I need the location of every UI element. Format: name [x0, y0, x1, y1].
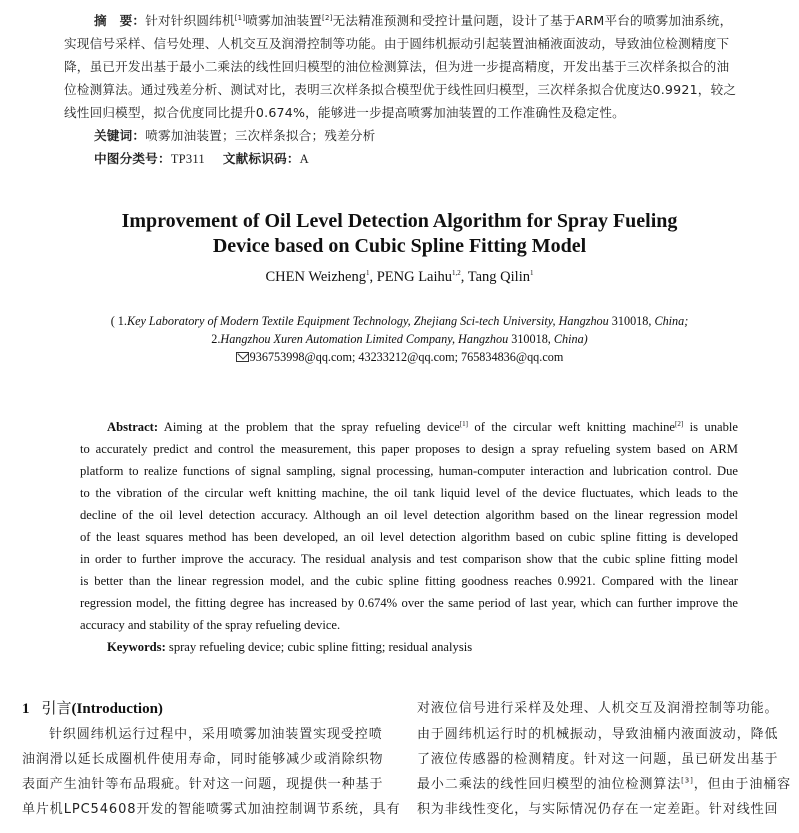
cn-abstract-line-5: 线性回归模型，拟合优度同比提升0.674%，能够进一步提高喷雾加油装置的工作准确性及稳定性。	[64, 105, 625, 120]
cn-classification: 中图分类号：TP311 文献标识码：A	[94, 151, 309, 166]
email-list[interactable]: 936753998@qq.com; 43233212@qq.com; 765834836@qq.com	[249, 350, 564, 364]
clc-value: TP311	[170, 152, 205, 166]
en-keywords-label: Keywords:	[107, 640, 166, 654]
section-heading-introduction: 1 引言(Introduction)	[22, 699, 163, 717]
cn-keywords-label: 关键词：	[94, 128, 146, 143]
en-keywords: Keywords: spray refueling device; cubic spline fitting; residual analysis	[107, 640, 473, 654]
en-abstract-line: regression model, the fitting degree has increased by 0.674% over the same period of last year, which can further improve the	[80, 596, 738, 610]
citation-ref[interactable]: [2]	[675, 419, 684, 428]
cn-abstract-line-4: 位检测算法。通过残差分析、测试对比，表明三次样条拟合模型优于线性回归模型，三次样条拟合优度达0.9921，较之	[64, 82, 737, 97]
intro-left-line: 针织圆纬机运行过程中，采用喷雾加油装置实现受控喷	[49, 727, 383, 742]
paper-title-line-1: Improvement of Oil Level Detection Algorithm for Spray Fueling	[121, 210, 678, 232]
en-abstract-line: to the vibration of the circular weft knitting machine, the oil tank liquid level of the device fluctuates, which leads to the	[80, 486, 738, 500]
intro-left-line: 表面产生油针等布品瑕疵。针对这一问题，现提供一种基于	[22, 777, 384, 792]
en-abstract-line: decline of the oil level detection accuracy. Although an oil level detection algorithm based on the linear regression model	[80, 508, 738, 522]
intro-left-line: 油润滑以延长成圈机件使用寿命，同时能够减少或消除织物	[22, 752, 384, 767]
citation-ref[interactable]: [1]	[234, 13, 246, 22]
cn-abstract-line-2: 实现信号采样、信号处理、人机交互及润滑控制等功能。由于圆纬机振动引起装置油桶液面波动，导致油位检测精度下	[64, 36, 730, 51]
intro-right-line: 了液位传感器的检测精度。针对这一问题，虽已研发出基于	[417, 752, 779, 767]
cn-abstract-line-1: 摘 要：针对针织圆纬机[1]喷雾加油装置[2]无法精准预测和受控计量问题，设计了基于ARM平台的喷雾加油系统，	[94, 13, 733, 28]
en-abstract-line-1: Abstract: Aiming at the problem that the spray refueling device[1] of the circular weft knitting machine[2] is unable	[107, 419, 738, 434]
citation-ref[interactable]: [3]	[681, 776, 694, 785]
author-emails	[0, 350, 799, 365]
intro-left-line: 单片机LPC54608开发的智能喷雾式加油控制调节系统，具有	[22, 802, 401, 817]
en-abstract-line: accuracy and stability of the spray refueling device.	[80, 618, 341, 632]
doc-code-value: A	[299, 152, 309, 166]
en-abstract-line: is better than the linear regression model, and the cubic spline fitting goodness reaches 0.9921. Compared with the linear	[80, 574, 738, 588]
paper-title-line-2: Device based on Cubic Spline Fitting Model	[212, 235, 587, 257]
en-abstract-line: to accurately predict and control the measurement, this paper proposes to design a spray refueling system based on ARM	[80, 442, 738, 456]
envelope-icon	[236, 352, 249, 362]
citation-ref[interactable]: [1]	[459, 419, 469, 428]
author: Tang Qilin$^1$	[467, 269, 534, 285]
intro-right-line: 对液位信号进行采样及处理、人机交互及润滑控制等功能。	[417, 701, 779, 716]
en-abstract-label: Abstract:	[107, 420, 159, 434]
intro-right-line: 最小二乘法的线性回归模型的油位检测算法[3]，但由于油桶容	[417, 776, 792, 792]
author: PENG Laihu$^{1,2}$,	[376, 269, 468, 285]
en-abstract-line: in order to further improve the accuracy. The residual analysis and test comparison show that the cubic spline fitting model	[80, 552, 738, 566]
affiliation-2: 2.Hangzhou Xuren Automation Limited Company, Hangzhou 310018, China)	[211, 332, 588, 346]
intro-right-line: 积为非线性变化，与实际情况仍存在一定差距。针对线性回	[417, 802, 779, 817]
affiliation-1: ( 1.Key Laboratory of Modern Textile Equipment Technology, Zhejiang Sci-tech University, Hangzhou 310018, China;	[110, 314, 689, 328]
en-abstract-line: of the least squares method has been developed, an oil level detection algorithm based on cubic spline fitting is developed	[80, 530, 738, 544]
cn-keywords: 关键词：喷雾加油装置；三次样条拟合；残差分析	[94, 128, 376, 143]
author-list	[0, 269, 799, 286]
cn-abstract-line-3: 降，虽已开发出基于最小二乘法的线性回归模型的油位检测算法，但为进一步提高精度，开发出基于三次样条拟合的油	[64, 59, 730, 74]
author: CHEN Weizheng$^1$,	[265, 269, 377, 285]
cn-abstract-label: 摘 要：	[94, 13, 146, 28]
citation-ref[interactable]: [2]	[322, 13, 333, 22]
intro-right-line: 由于圆纬机运行时的机械振动，导致油桶内液面波动，降低	[417, 727, 779, 742]
en-abstract-line: platform to realize functions of signal sampling, signal processing, human-computer interaction and lubrication control. Due	[80, 464, 738, 478]
